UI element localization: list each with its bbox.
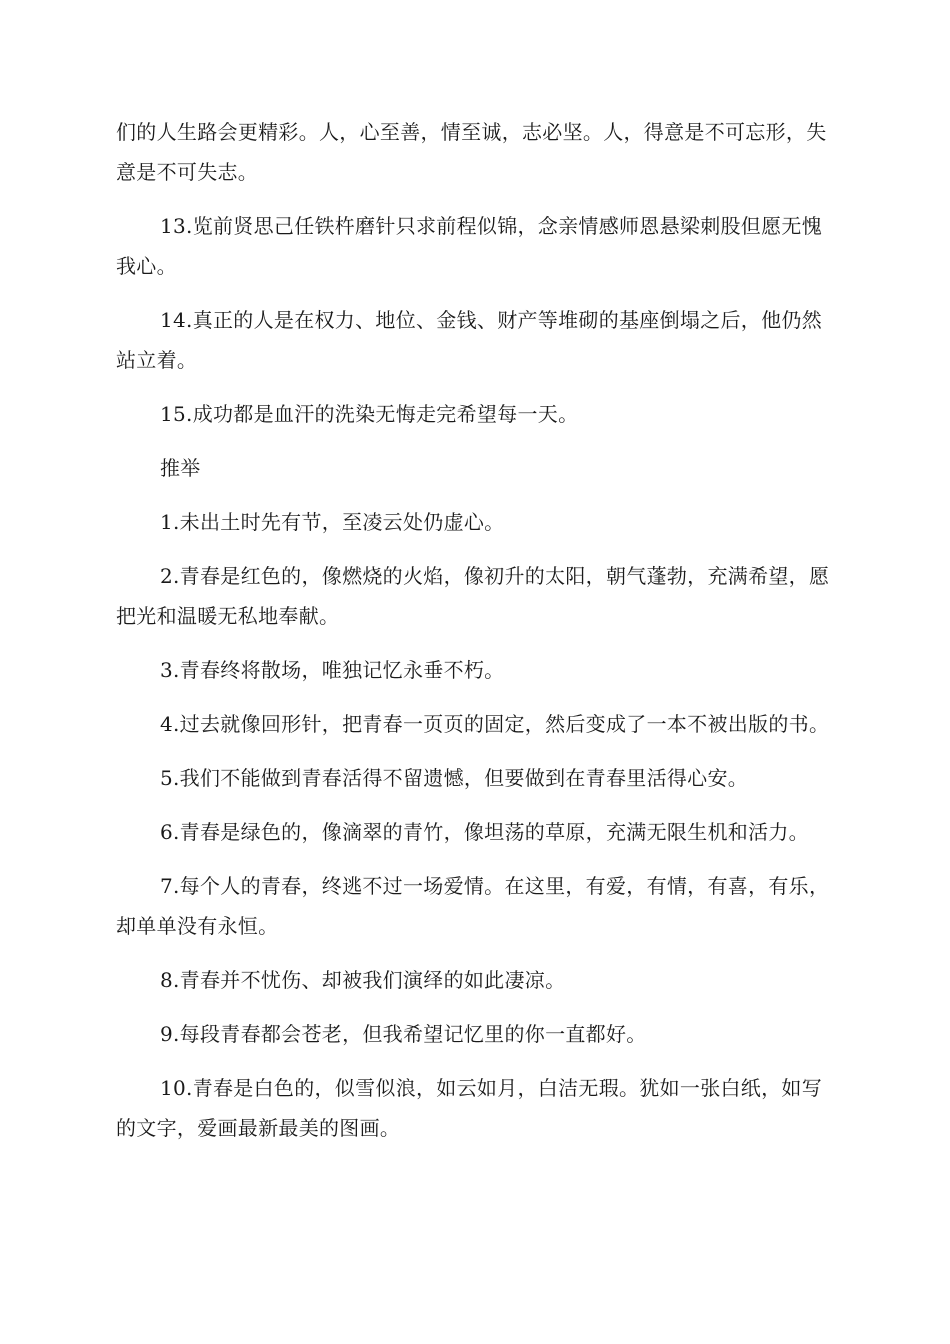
- list-item-8: 8.青春并不忧伤、却被我们演绎的如此凄凉。: [160, 968, 566, 992]
- list-item-7: 7.每个人的青春，终逃不过一场爱情。在这里，有爱，有情，有喜，有乐，却单单没有永恒。: [116, 874, 830, 938]
- list-item-3: 3.青春终将散场，唯独记忆永垂不朽。: [160, 658, 505, 682]
- list-item-10: 10.青春是白色的，似雪似浪，如云如月，白洁无瑕。犹如一张白纸，如写的文字，爱画最新最美的图画。: [116, 1076, 823, 1140]
- section-heading: 推举: [160, 456, 201, 480]
- list-item-4: 4.过去就像回形针，把青春一页页的固定，然后变成了一本不被出版的书。: [160, 712, 830, 736]
- paragraph-14: 14.真正的人是在权力、地位、金钱、财产等堆砌的基座倒塌之后，他仍然站立着。: [116, 308, 823, 372]
- paragraph-continued: 们的人生路会更精彩。人，心至善，情至诚，志必坚。人，得意是不可忘形，失意是不可失志。: [116, 120, 827, 184]
- list-item-5: 5.我们不能做到青春活得不留遗憾，但要做到在青春里活得心安。: [160, 766, 749, 790]
- document-body: [116, 112, 836, 1162]
- list-item-6: 6.青春是绿色的，像滴翠的青竹，像坦荡的草原，充满无限生机和活力。: [160, 820, 809, 844]
- paragraph-13: 13.览前贤思己任铁杵磨针只求前程似锦，念亲情感师恩悬梁刺股但愿无愧我心。: [116, 214, 823, 278]
- list-item-2: 2.青春是红色的，像燃烧的火焰，像初升的太阳，朝气蓬勃，充满希望，愿把光和温暖无私地奉献。: [116, 564, 830, 628]
- paragraph-15: 15.成功都是血汗的洗染无悔走完希望每一天。: [160, 402, 579, 426]
- list-item-9: 9.每段青春都会苍老，但我希望记忆里的你一直都好。: [160, 1022, 647, 1046]
- list-item-1: 1.未出土时先有节，至凌云处仍虚心。: [160, 510, 505, 534]
